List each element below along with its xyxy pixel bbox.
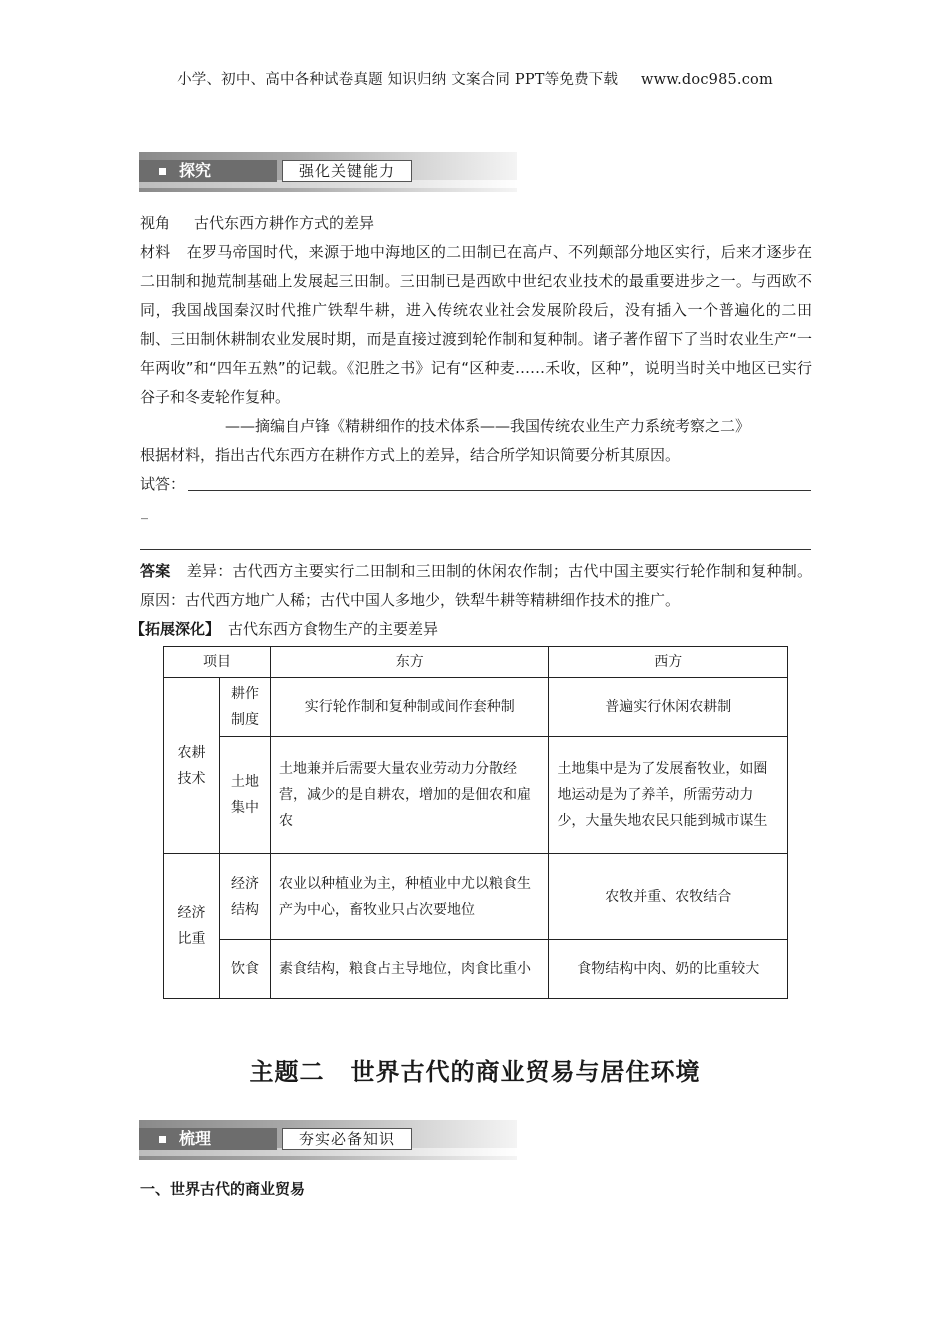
section-banner-review: [139, 1120, 517, 1160]
material-label: 材料: [140, 243, 171, 261]
table-header-row: [164, 647, 788, 678]
header-item: 项目: [164, 647, 271, 678]
page-header: [0, 68, 950, 89]
stray-mark: _: [141, 504, 148, 520]
banner-tag: [139, 160, 277, 182]
theme-number: 主题二: [249, 1058, 325, 1086]
theme-name: 世界古代的商业贸易与居住环境: [350, 1058, 701, 1086]
table-row: [164, 737, 788, 854]
comparison-table: [163, 646, 788, 999]
material-text: 在罗马帝国时代，来源于地中海地区的二田制已在高卢、不列颠部分地区实行，后来才逐步在二田制和抛荒制基础上发展起三田制。三田制已是西欧中世纪农业技术的最重要进步之一。与西欧不同，我国战国秦汉时代推广铁犁牛耕，进入传统农业社会发展阶段后，没有插入一个普遍化的二田制、三田制休耕制农业发展时期，而是直接过渡到轮作制和复种制。诸子著作留下了当时农业生产“一年两收”和“四年五熟”的记载。《氾胜之书》记有“区种麦……禾收，区种”，说明当时关中地区已实行谷子和冬麦轮作复种。: [140, 243, 812, 406]
material-paragraph: [140, 238, 812, 412]
banner-subtitle: 强化关键能力: [282, 160, 412, 182]
answer-line-1[interactable]: [188, 490, 811, 491]
row-sub: 饮食: [219, 940, 270, 999]
answer-paragraph: [140, 557, 812, 615]
square-bullet-icon: [159, 1136, 166, 1143]
theme-title: [0, 1052, 950, 1087]
row-west: 普遍实行休闲农耕制: [549, 678, 788, 737]
table-row: [164, 940, 788, 999]
table-row: [164, 678, 788, 737]
question-text: 根据材料，指出古代东西方在耕作方式上的差异，结合所学知识简要分析其原因。: [140, 446, 681, 464]
material-source: ——摘编自卢锋《精耕细作的技术体系——我国传统农业生产力系统考察之二》: [225, 417, 751, 435]
row-sub: 耕作制度: [219, 678, 270, 737]
row-east: 素食结构，粮食占主导地位，肉食比重小: [270, 940, 548, 999]
extension-label: 【拓展深化】: [130, 620, 221, 638]
extension-line: [130, 615, 802, 644]
row-east: 土地兼并后需要大量农业劳动力分散经营，减少的是自耕农，增加的是佃农和雇农: [270, 737, 548, 854]
header-east: 东方: [270, 647, 548, 678]
section-banner-explore: [139, 152, 517, 192]
row-west: 土地集中是为了发展畜牧业，如圈地运动是为了养羊，所需劳动力少，大量失地农民只能到城市谋生: [549, 737, 788, 854]
extension-title: 古代东西方食物生产的主要差异: [228, 620, 439, 638]
banner-tag-label: 梳理: [179, 1129, 212, 1148]
row-east: 实行轮作制和复种制或间作套种制: [270, 678, 548, 737]
square-bullet-icon: [159, 168, 166, 175]
section-title: 一、世界古代的商业贸易: [140, 1180, 306, 1198]
row-east: 农业以种植业为主，种植业中尤以粮食生产为中心，畜牧业只占次要地位: [270, 854, 548, 940]
answer-line-2[interactable]: [140, 549, 811, 550]
banner-subtitle: 夯实必备知识: [282, 1128, 412, 1150]
header-text: 小学、初中、高中各种试卷真题 知识归纳 文案合同 PPT等免费下载: [177, 72, 619, 88]
header-url[interactable]: www.doc985.com: [640, 72, 773, 88]
row-sub: 经济结构: [219, 854, 270, 940]
answer-prompt: 试答：: [140, 475, 186, 493]
answer-text: 差异：古代西方主要实行二田制和三田制的休闲农作制；古代中国主要实行轮作制和复种制。原因：古代西方地广人稀；古代中国人多地少，铁犁牛耕等精耕细作技术的推广。: [140, 562, 812, 609]
group-economy: 经济比重: [164, 854, 220, 999]
header-west: 西方: [549, 647, 788, 678]
group-farming: 农耕技术: [164, 678, 220, 854]
angle-text: 古代东西方耕作方式的差异: [194, 214, 375, 232]
row-sub: 土地集中: [219, 737, 270, 854]
row-west: 农牧并重、农牧结合: [549, 854, 788, 940]
angle-label: 视角: [140, 214, 171, 232]
answer-label: 答案: [140, 562, 171, 580]
row-west: 食物结构中肉、奶的比重较大: [549, 940, 788, 999]
banner-tag-label: 探究: [179, 161, 212, 180]
banner-tag: [139, 1128, 277, 1150]
table-row: [164, 854, 788, 940]
angle-line: [140, 209, 812, 238]
